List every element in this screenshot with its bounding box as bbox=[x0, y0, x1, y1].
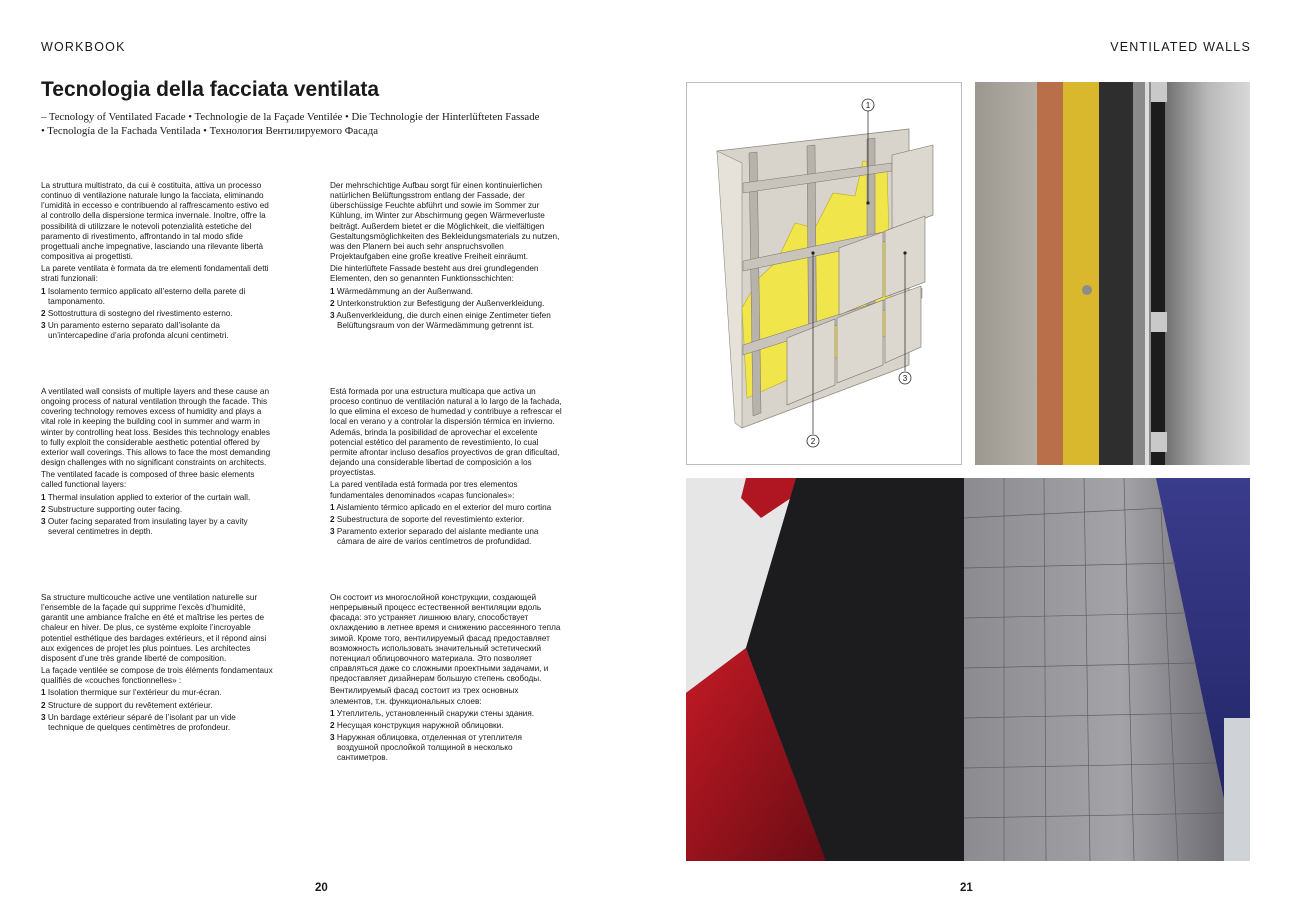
lead-paragraph: La pared ventilada está formada por tres elementos fundamentales denominados «capas funcionales»: bbox=[330, 480, 518, 500]
item-text: Structure de support du revêtement extérieur. bbox=[47, 700, 213, 710]
list-item bbox=[330, 515, 562, 525]
item-text: Substructure supporting outer facing. bbox=[47, 504, 183, 514]
text-block-spanish bbox=[330, 387, 562, 549]
header-section: VENTILATED WALLS bbox=[1110, 40, 1251, 54]
facade-diagram bbox=[686, 82, 962, 465]
photo-building-facade bbox=[686, 478, 1250, 861]
item-text: Isolamento termico applicato all’esterno della parete di tamponamento. bbox=[47, 286, 246, 306]
subtitle-line-1: – Tecnology of Ventilated Facade • Technologie de la Façade Ventilée • Die Technologie der Hinterlüfteten Fassade bbox=[41, 111, 540, 123]
list-item bbox=[330, 299, 562, 309]
item-text: Наружная облицовка, отделенная от утеплителя воздушной прослойкой толщиной в несколько сантиметров. bbox=[336, 733, 522, 763]
item-number: 1 bbox=[41, 492, 46, 502]
intro-paragraph: A ventilated wall consists of multiple layers and these cause an ongoing process of natural ventilation through the facade. This covering technology removes excess of humidity and plays a vital role in keeping the building cool in summer and warm in winter by controlling heat loss. Besides this technology enables to fully exploit the considerable aesthetic potential offered by exterior wall coverings. This allows to face the most demanding design challenges with no significant constraints on architects. bbox=[41, 387, 271, 468]
leader-dot bbox=[811, 251, 814, 254]
cladding-panel bbox=[892, 145, 933, 231]
air-cavity bbox=[1099, 82, 1135, 465]
callout-2: 2 bbox=[810, 437, 816, 446]
item-text: Subestructura de soporte del revestimiento exterior. bbox=[336, 514, 525, 524]
list-item bbox=[41, 517, 273, 537]
list-item bbox=[41, 309, 273, 319]
list-item bbox=[41, 713, 273, 733]
item-text: Thermal insulation applied to exterior of the curtain wall. bbox=[47, 492, 251, 502]
page-number-left: 20 bbox=[315, 882, 328, 894]
item-number: 1 bbox=[330, 708, 335, 718]
list-item bbox=[330, 733, 562, 763]
text-block-russian bbox=[330, 593, 562, 766]
photo-facade-closeup bbox=[975, 82, 1250, 465]
subtitle bbox=[41, 111, 601, 138]
item-number: 3 bbox=[330, 527, 335, 537]
item-text: Sottostruttura di sostegno del rivestimento esterno. bbox=[47, 308, 233, 318]
intro-paragraph: Der mehrschichtige Aufbau sorgt für einen kontinuierlichen natürlichen Belüftungsstrom entlang der Fassade, der überschüssige Feuchte abführt und sowie im Sommer zur Kühlung, im Winter zur Abschirmung gegen Wärmeverluste beiträgt. Außerdem bietet er die Möglichkeit, die vielfältigen Gestaltungsmöglichkeiten des Bekleidungsmaterials zu nutzen, was den Planern bei auch sehr anspruchsvollen Projektaufgaben eine große kreative Freiheit einräumt. bbox=[330, 181, 560, 262]
item-number: 3 bbox=[41, 712, 46, 722]
item-text: Isolation thermique sur l’extérieur du mur-écran. bbox=[47, 688, 222, 698]
list-item bbox=[41, 688, 273, 698]
item-number: 3 bbox=[330, 310, 335, 320]
page-title: Tecnologia della facciata ventilata bbox=[41, 78, 380, 101]
bracket bbox=[1151, 432, 1167, 452]
list-item bbox=[41, 701, 273, 711]
yellow-insulation bbox=[1063, 82, 1101, 465]
bracket bbox=[1151, 312, 1167, 332]
subtitle-line-2: • Tecnología de la Fachada Ventilada • Технология Вентилируемого Фасада bbox=[41, 124, 379, 137]
item-number: 2 bbox=[330, 514, 335, 524]
item-number: 2 bbox=[330, 720, 335, 730]
list-item bbox=[41, 493, 273, 503]
text-block-english bbox=[41, 387, 273, 539]
balcony-edge bbox=[1224, 718, 1250, 861]
cladding-edge bbox=[1165, 82, 1250, 465]
list-item bbox=[330, 721, 562, 731]
item-text: Unterkonstruktion zur Befestigung der Außenverkleidung. bbox=[336, 298, 545, 308]
intro-paragraph: Он состоит из многослойной конструкции, создающей непрерывный процесс естественной вентиляции вдоль фасада: это устраняет лишнюю влагу, способствует охлаждению в летнее время и снижению рассеянного тепла зимой. Кроме того, вентилируемый фасад предоставляет возможность использовать значительный эстетический потенциал облицовочного материала. Это позволяет справляться даже со сложными проектными задачами, и предоставляет дизайнерам большую степень свободы. bbox=[330, 593, 561, 684]
item-number: 2 bbox=[41, 308, 46, 318]
item-number: 3 bbox=[41, 321, 46, 331]
item-number: 1 bbox=[330, 502, 335, 512]
intro-paragraph: Está formada por una estructura multicapa que activa un proceso continuo de ventilación natural a lo largo de la fachada, lo que elimina el exceso de humedad y contribuye a refrescar el local en verano y a controlar la dispersión térmica en invierno. Además, brinda la posibilidad de aprovechar el excelente potencial estético del paramento de revestimiento, lo cual permite afrontar incluso desafíos proyectivos de gran dificultad, dejando una considerable libertad de composición a los proyectistas. bbox=[330, 387, 562, 478]
callout-1: 1 bbox=[865, 101, 871, 110]
item-text: Утеплитель, установленный снаружи стены здания. bbox=[336, 708, 535, 718]
item-text: Un paramento esterno separato dall’isolante da un’intercapedine d’aria profonda alcuni centimetri. bbox=[47, 321, 229, 341]
item-text: Paramento exterior separado del aislante mediante una cámara de aire de varios centímetros de profundidad. bbox=[336, 527, 539, 547]
item-text: Außenverkleidung, die durch einen einige Zentimeter tiefen Belüftungsraum von der Wärmedämmung getrennt ist. bbox=[336, 310, 551, 331]
intro-paragraph: La struttura multistrato, da cui è costituita, attiva un processo continuo di ventilazione naturale lungo la facciata, eliminando l’umidità in eccesso e contribuendo al raffrescamento estivo ed al controllo della dispersione termica invernale. Inoltre, offre la possibilità di utilizzare le notevoli potenzialità estetiche del paramento di rivestimento, affrontando in tal modo sfide progettuali anche impegnative, lasciando una rilevante libertà compositiva ai progettisti. bbox=[41, 181, 269, 262]
intro-paragraph: Sa structure multicouche active une ventilation naturelle sur l’ensemble de la façade qui supprime l’excès d’humidité, garantit une ambiance fraîche en été et maîtrise les pertes de chaleur en hiver. De plus, ce système exploite l’incroyable potentiel esthétique des bardages extérieurs, et il répond ainsi aux exigences de projet les plus pointues. Les architectes disposent d’une très grande liberté de composition. bbox=[41, 593, 267, 663]
brick-wall bbox=[1037, 82, 1065, 465]
list-item bbox=[330, 311, 562, 331]
page-number-right: 21 bbox=[960, 882, 973, 894]
text-block-french bbox=[41, 593, 273, 735]
list-item bbox=[41, 505, 273, 515]
item-text: Несущая конструкция наружной облицовки. bbox=[336, 720, 504, 730]
item-text: Wärmedämmung an der Außenwand. bbox=[336, 286, 473, 296]
list-item bbox=[330, 503, 562, 513]
item-text: Outer facing separated from insulating layer by a cavity several centimetres in depth. bbox=[47, 516, 248, 537]
item-number: 2 bbox=[41, 700, 46, 710]
back-wall-side bbox=[717, 151, 742, 428]
item-number: 3 bbox=[41, 516, 46, 526]
cladding-panel bbox=[885, 286, 921, 363]
lead-paragraph: Die hinterlüftete Fassade besteht aus drei grundlegenden Elementen, den so genannten Funktionsschichten: bbox=[330, 264, 539, 284]
header-workbook: WORKBOOK bbox=[41, 40, 126, 54]
list-item bbox=[41, 321, 273, 341]
lead-paragraph: Вентилируемый фасад состоит из трех основных элементов, т.н. функциональных слоев: bbox=[330, 686, 519, 706]
item-number: 1 bbox=[41, 286, 46, 296]
leader-dot bbox=[903, 251, 906, 254]
item-number: 2 bbox=[330, 298, 335, 308]
anchor-bolt bbox=[1082, 285, 1092, 295]
lead-paragraph: La façade ventilée se compose de trois éléments fondamentaux qualifiés de «couches fonctionnelles» : bbox=[41, 666, 273, 686]
text-block-german bbox=[330, 181, 562, 333]
item-number: 3 bbox=[330, 733, 335, 743]
item-number: 2 bbox=[41, 504, 46, 514]
lead-paragraph: The ventilated facade is composed of three basic elements called functional layers: bbox=[41, 470, 255, 490]
rail-highlight bbox=[1145, 82, 1149, 465]
list-item bbox=[330, 527, 562, 547]
item-text: Un bardage extérieur séparé de l’isolant par un vide technique de quelques centimètres de profondeur. bbox=[47, 712, 236, 732]
item-number: 1 bbox=[330, 286, 335, 296]
item-number: 1 bbox=[41, 688, 46, 698]
lead-paragraph: La parete ventilata è formata da tre elementi fondamentali detti strati funzionali: bbox=[41, 264, 269, 284]
text-block-italian bbox=[41, 181, 273, 343]
list-item bbox=[330, 287, 562, 297]
item-text: Aislamiento térmico aplicado en el exterior del muro cortina bbox=[336, 502, 552, 512]
list-item bbox=[330, 709, 562, 719]
dark-gap bbox=[1151, 82, 1165, 465]
callout-3: 3 bbox=[902, 374, 908, 383]
leader-dot bbox=[866, 201, 869, 204]
list-item bbox=[41, 287, 273, 307]
bracket bbox=[1151, 82, 1167, 102]
